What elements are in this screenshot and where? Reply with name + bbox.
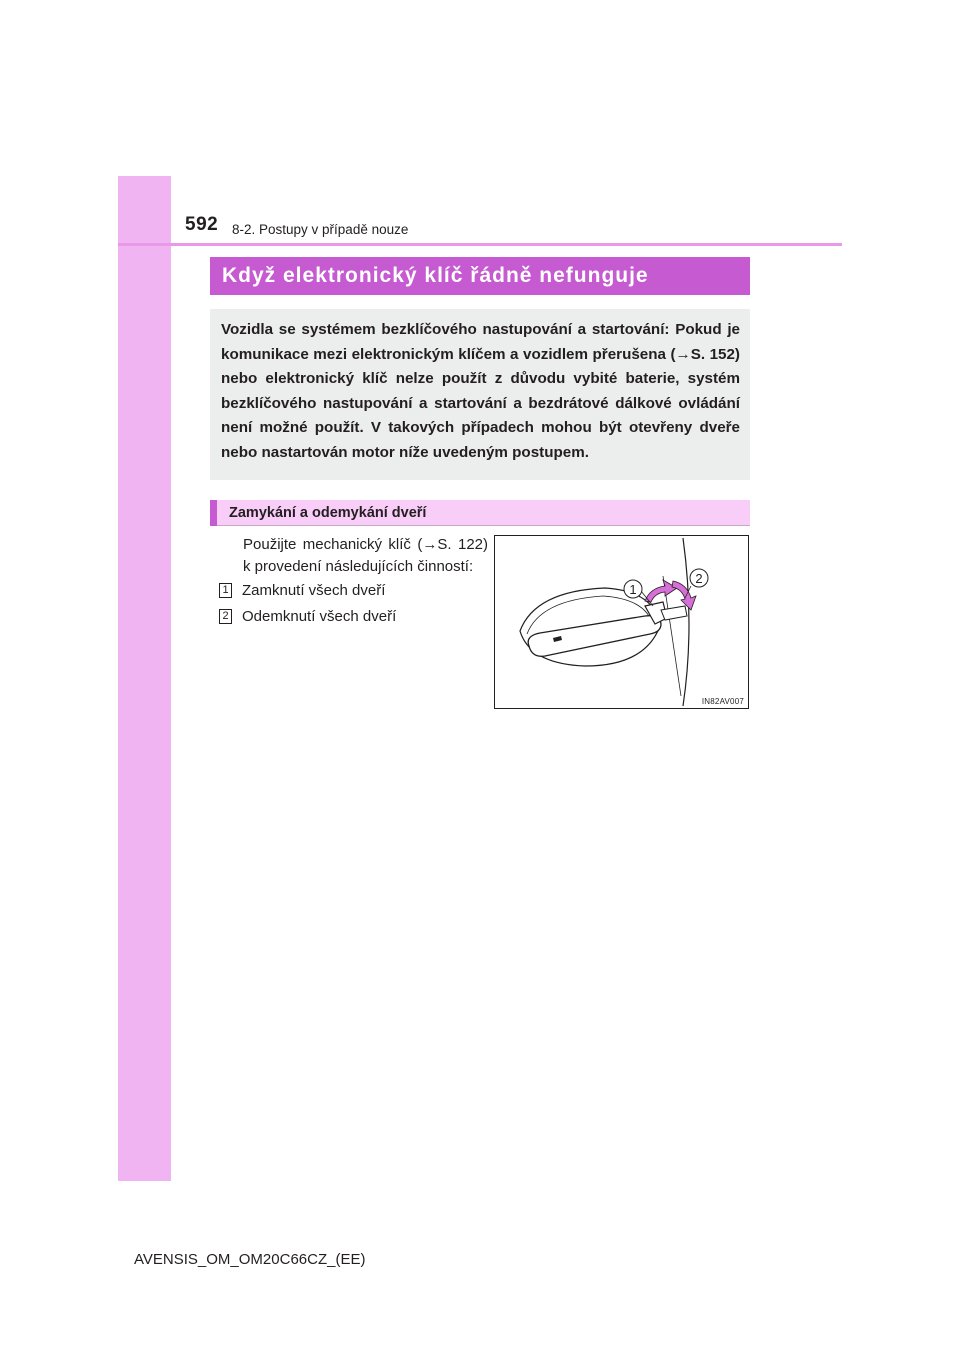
intro-text: Vozidla se systémem bezklíčového nastupování a startování: Pokud je komunikace mezi elektronickým klíčem a vozidlem přerušena (→S. 152) nebo elektronický klíč nelze použít z důvodu vybité baterie, systém bezklíčového nastupování a startování a bezdrátové dálkové ovládání není možné použít. V takových případech mohou být otevřeny dveře nebo nastartován motor níže uvedeným postupem.	[221, 321, 740, 461]
door-handle-illustration	[495, 536, 748, 708]
page-number: 592	[185, 214, 219, 235]
step-number-badge: 2	[219, 609, 232, 624]
side-tab-bar	[118, 176, 171, 1181]
subsection-band	[210, 500, 750, 526]
lock-arrow-icon	[645, 580, 677, 602]
unlock-arrow-icon	[672, 581, 696, 610]
document-footer: AVENSIS_OM_OM20C66CZ_(EE)	[134, 1251, 366, 1268]
main-title-band	[210, 257, 750, 295]
step-item-2	[219, 608, 396, 625]
step-number-badge: 1	[219, 583, 232, 598]
main-title: Když elektronický klíč řádně nefunguje	[222, 264, 649, 287]
header-rule	[118, 243, 842, 246]
step-text: Odemknutí všech dveří	[242, 608, 397, 625]
subsection-marker	[210, 500, 217, 526]
section-reference: 8-2. Postupy v případě nouze	[232, 222, 409, 237]
intro-box	[210, 309, 750, 480]
figure-code: IN82AV007	[701, 697, 744, 706]
callout-1-label: 1	[629, 582, 637, 597]
door-handle	[528, 616, 661, 657]
step-item-1	[219, 582, 385, 599]
door-edge-line	[683, 538, 689, 706]
callout-2-label: 2	[695, 571, 703, 586]
door-handle-figure	[494, 535, 749, 709]
subsection-body: Použijte mechanický klíč (→S. 122) k provedení následujících činností:	[243, 536, 488, 575]
step-text: Zamknutí všech dveří	[242, 582, 386, 599]
subsection-title: Zamykání a odemykání dveří	[229, 504, 427, 521]
